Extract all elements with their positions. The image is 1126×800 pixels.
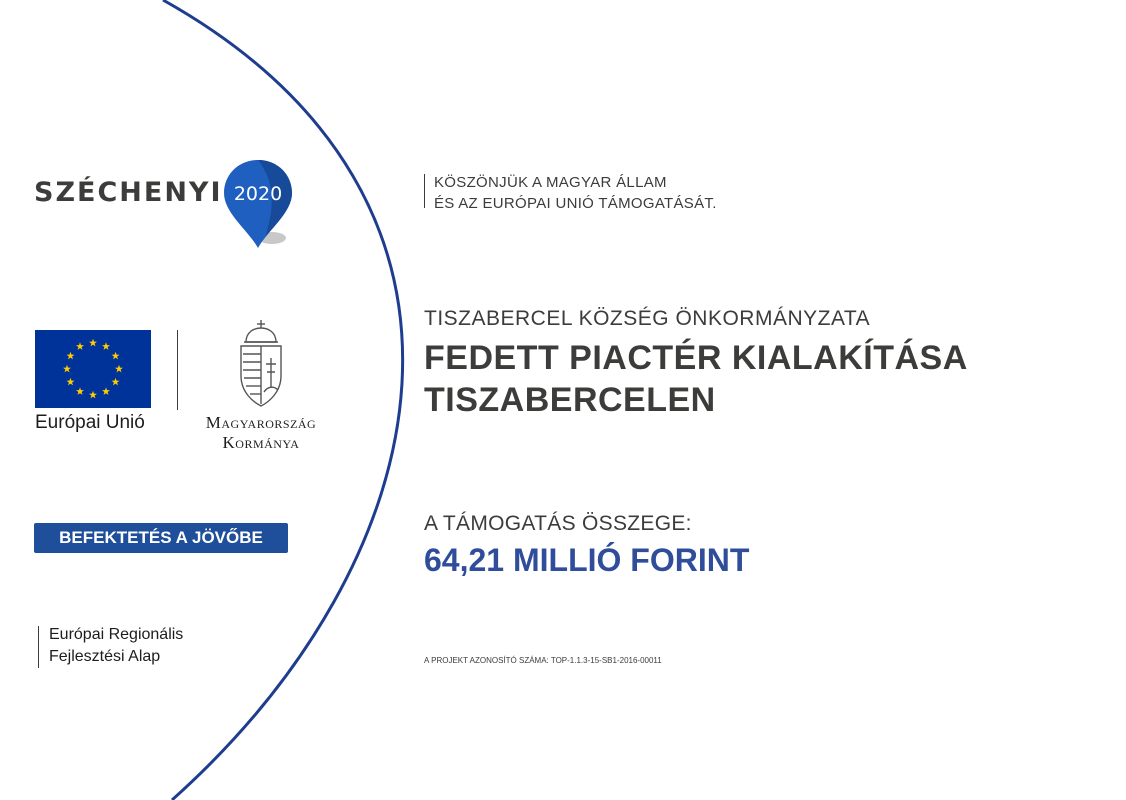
szechenyi-logo-text: SZÉCHENYI xyxy=(34,177,223,208)
project-id: A PROJEKT AZONOSÍTÓ SZÁMA: TOP-1.1.3-15-SB1-2016-00011 xyxy=(424,656,662,665)
thanks-divider xyxy=(424,174,425,208)
project-title xyxy=(424,337,968,421)
eu-label: Európai Unió xyxy=(35,412,145,433)
government-line-2: Kormánya xyxy=(222,433,300,452)
szechenyi-year: 2020 xyxy=(233,183,283,205)
project-title-line-1: FEDETT PIACTÉR KIALAKÍTÁSA xyxy=(424,339,968,377)
project-title-line-2: TISZABERCELEN xyxy=(424,381,716,419)
logo-divider xyxy=(177,330,178,410)
fund-line-2: Fejlesztési Alap xyxy=(49,648,161,665)
fund-line-1: Európai Regionális xyxy=(49,626,184,643)
thanks-line-1: KÖSZÖNJÜK A MAGYAR ÁLLAM xyxy=(434,174,667,191)
support-amount-label: A TÁMOGATÁS ÖSSZEGE: xyxy=(424,512,692,535)
support-amount: 64,21 MILLIÓ FORINT xyxy=(424,542,750,578)
beneficiary-organization: TISZABERCEL KÖZSÉG ÖNKORMÁNYZATA xyxy=(424,307,871,330)
eu-flag-icon xyxy=(35,330,151,408)
hungarian-coat-of-arms-icon xyxy=(236,318,286,408)
szechenyi-2020-pin-icon xyxy=(220,158,298,252)
government-line-1: Magyarország xyxy=(205,413,317,432)
fund-name xyxy=(49,624,183,668)
thanks-message xyxy=(434,172,717,214)
invest-in-future-banner: BEFEKTETÉS A JÖVŐBE xyxy=(34,523,288,553)
hungarian-government-label xyxy=(182,413,340,453)
thanks-line-2: ÉS AZ EURÓPAI UNIÓ TÁMOGATÁSÁT. xyxy=(434,195,717,212)
fund-divider xyxy=(38,626,39,668)
